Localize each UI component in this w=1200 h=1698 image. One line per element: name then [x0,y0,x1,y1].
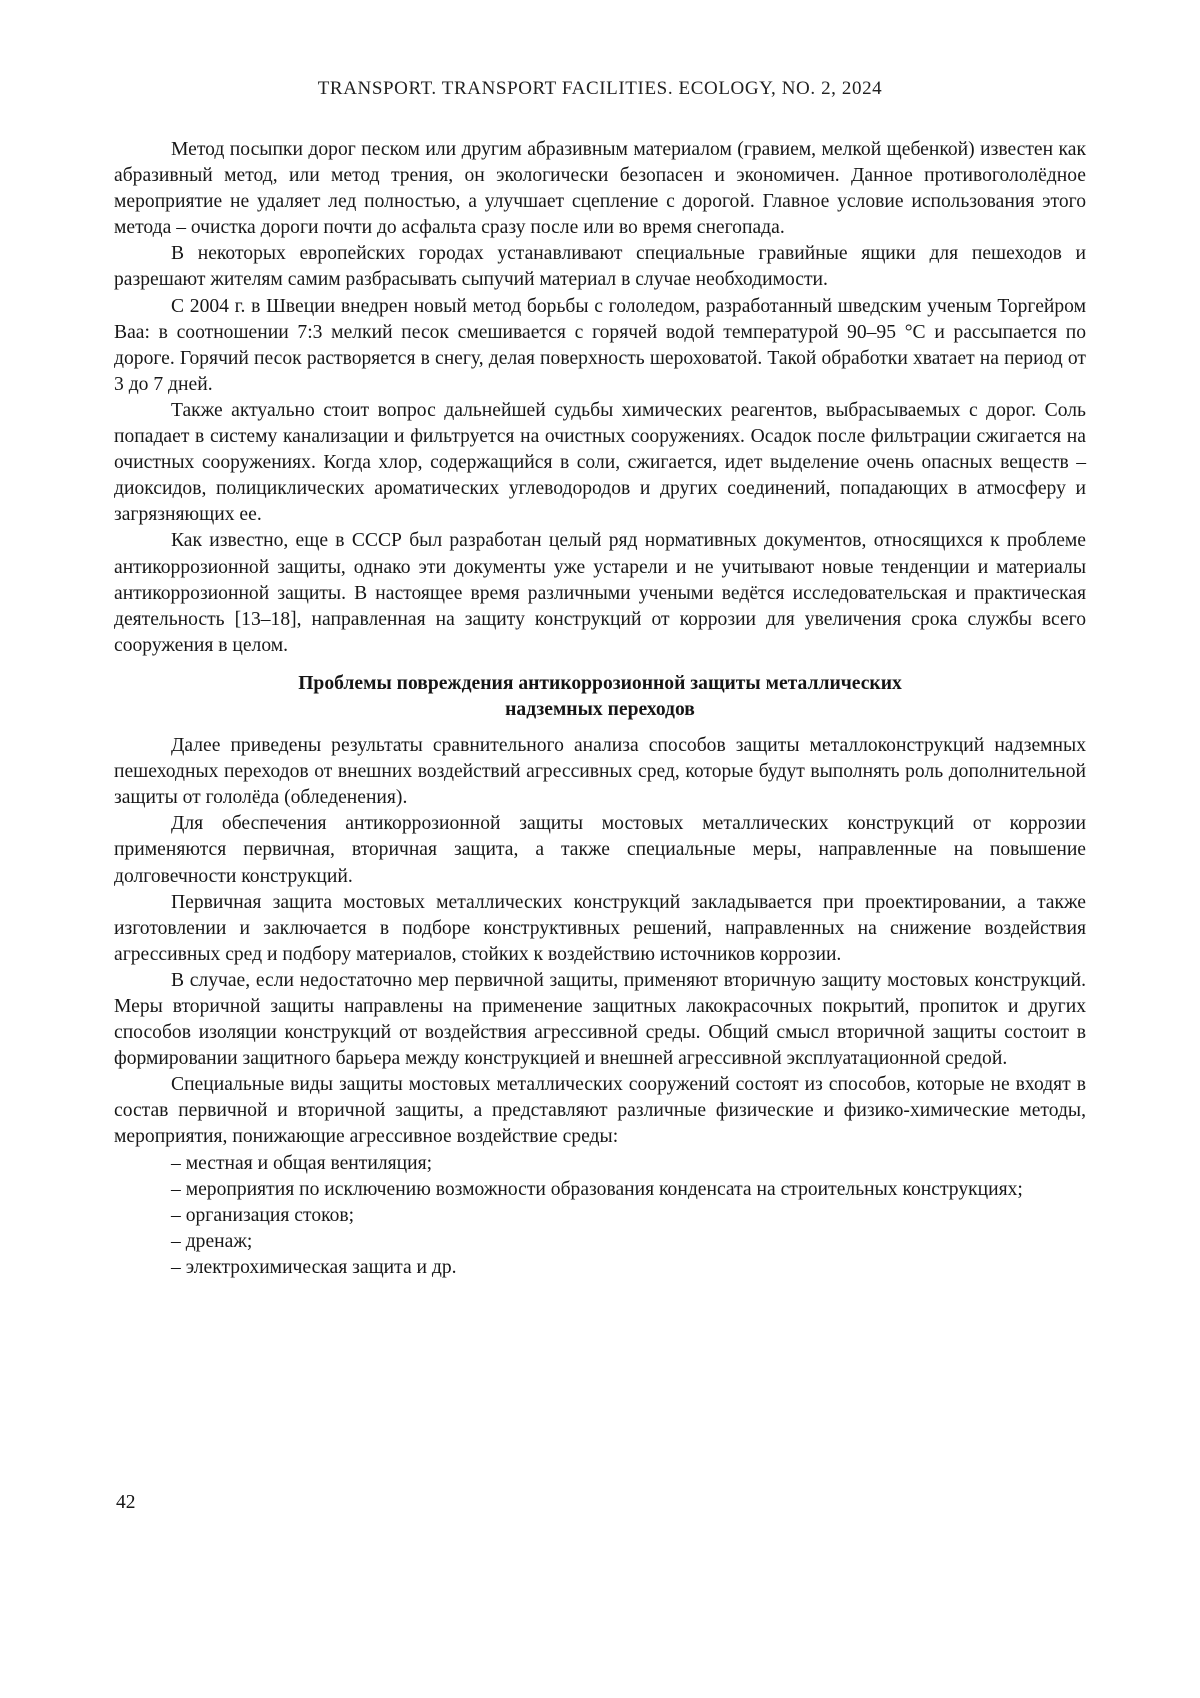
paragraph: Для обеспечения антикоррозионной защиты мостовых металлических конструкций от коррозии применяются первичная, вторичная защита, а также специальные меры, направленные на повышение долговечности конструкций. [114,813,1086,887]
article-body [114,137,1086,1281]
paragraph: Первичная защита мостовых металлических конструкций закладывается при проектировании, а также изготовлении и заключается в подборе конструктивных решений, направленных на снижение воздействия агрессивных сред и подбору материалов, стойких к воздействию источников коррозии. [114,891,1086,965]
paragraph: Специальные виды защиты мостовых металлических сооружений состоят из способов, которые не входят в состав первичной и вторичной защиты, а представляют различные физические и физико-химические методы, мероприятия, понижающие агрессивное воздействие среды: [114,1074,1086,1148]
paragraph: Как известно, еще в СССР был разработан целый ряд нормативных документов, относящихся к проблеме антикоррозионной защиты, однако эти документы уже устарели и не учитывают новые тенденции и материалы антикоррозионной защиты. В настоящее время различными учеными ведётся исследовательская и практическая деятельность [13–18], направленная на защиту конструкций от коррозии для увеличения срока службы всего сооружения в целом. [114,530,1086,656]
section-heading-line2: надземных переходов [505,698,695,720]
paragraph: В случае, если недостаточно мер первичной защиты, применяют вторичную защиту мостовых конструкций. Меры вторичной защиты направлены на применение защитных лакокрасочных покрытий, пропиток и других способов изоляции конструкций от воздействия агрессивной среды. Общий смысл вторичной защиты состоит в формировании защитного барьера между конструкцией и внешней агрессивной эксплуатационной средой. [114,969,1086,1070]
list-item: – организация стоков; [171,1204,355,1226]
paragraph: Далее приведены результаты сравнительного анализа способов защиты металлоконструкций надземных пешеходных переходов от внешних воздействий агрессивных сред, которые будут выполнять роль дополнительной защиты от гололёда (обледенения). [114,735,1086,809]
running-header: TRANSPORT. TRANSPORT FACILITIES. ECOLOGY, NO. 2, 2024 [317,78,883,99]
paragraph: В некоторых европейских городах устанавливают специальные гравийные ящики для пешеходов и разрешают жителям самим разбрасывать сыпучий материал в случае необходимости. [114,243,1086,291]
section-heading-line1: Проблемы повреждения антикоррозионной защиты металлических [298,672,902,694]
list-item: – мероприятия по исключению возможности образования конденсата на строительных конструкциях; [171,1178,1023,1200]
page-number: 42 [116,1492,136,1513]
list-item: – электрохимическая защита и др. [171,1256,457,1278]
section-heading [114,671,1086,723]
list-item: – дренаж; [171,1230,253,1252]
list-item: – местная и общая вентиляция; [171,1152,433,1174]
paragraph: Также актуально стоит вопрос дальнейшей судьбы химических реагентов, выбрасываемых с дорог. Соль попадает в систему канализации и фильтруется на очистных сооружениях. Осадок после фильтрации сжигается на очистных сооружениях. Когда хлор, содержащийся в соли, сжигается, идет выделение очень опасных веществ – диоксидов, полициклических ароматических углеводородов и других соединений, попадающих в атмосферу и загрязняющих ее. [114,399,1086,526]
paragraph: Метод посыпки дорог песком или другим абразивным материалом (гравием, мелкой щебенкой) известен как абразивный метод, или метод трения, он экологически безопасен и экономичен. Данное противогололёдное мероприятие не удаляет лед полностью, а улучшает сцепление с дорогой. Главное условие использования этого метода – очистка дороги почти до асфальта сразу после или во время снегопада. [114,139,1086,239]
paragraph: С 2004 г. в Швеции внедрен новый метод борьбы с гололедом, разработанный шведским ученым Торгейром Ваа: в соотношении 7:3 мелкий песок смешивается с горячей водой температурой 90–95 °С и рассыпается по дороге. Горячий песок растворяется в снегу, делая поверхность шероховатой. Такой обработки хватает на период от 3 до 7 дней. [114,295,1086,395]
